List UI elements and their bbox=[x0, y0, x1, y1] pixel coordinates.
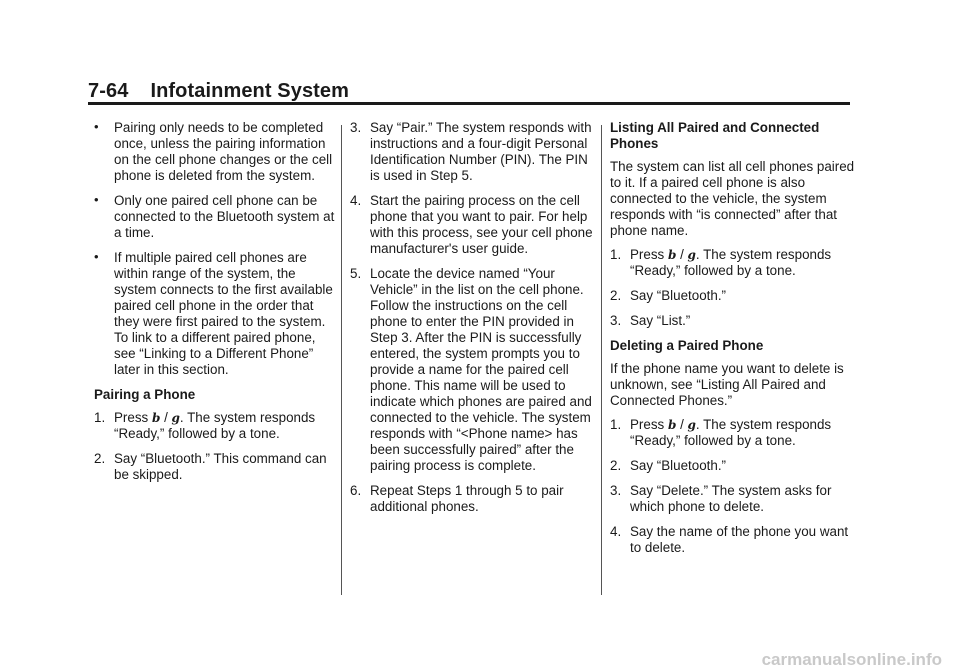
push-to-talk-icon: g bbox=[687, 418, 696, 432]
step-item: 1. Press b / g. The system responds “Ready,” followed by a tone. bbox=[94, 410, 316, 441]
page-header bbox=[88, 80, 349, 103]
step-item: 2. Say “Bluetooth.” bbox=[610, 288, 727, 303]
column-2 bbox=[350, 120, 596, 524]
step-item: 1. Press b / g. The system responds “Ready,” followed by a tone. bbox=[610, 417, 832, 448]
column-1 bbox=[94, 120, 340, 492]
bullet-item: • Pairing only needs to be completed once, unless the pairing information on the cell phone changes or the cell phone is deleted from the system. bbox=[94, 119, 333, 183]
bullet-icon: • bbox=[94, 119, 99, 134]
listing-paragraph: The system can list all cell phones paired to it. If a paired cell phone is also connected to the vehicle, the system responds with “is connected” after that phone name. bbox=[610, 159, 855, 238]
step-item: 2. Say “Bluetooth.” bbox=[610, 458, 727, 473]
bullet-icon: • bbox=[94, 249, 99, 264]
bullet-item: • Only one paired cell phone can be connected to the Bluetooth system at a time. bbox=[94, 192, 335, 240]
phone-icon: b bbox=[151, 411, 161, 425]
page-number: 7-64 bbox=[88, 80, 129, 102]
phone-icon: b bbox=[667, 418, 677, 432]
pairing-heading: Pairing a Phone bbox=[94, 387, 196, 402]
section-title: Infotainment System bbox=[150, 80, 350, 102]
listing-heading: Listing All Paired and Connected Phones bbox=[610, 120, 820, 151]
column-divider bbox=[601, 125, 602, 595]
column-divider bbox=[341, 125, 342, 595]
step-item: 5. Locate the device named “Your Vehicle” in the list on the cell phone. Follow the instructions on the cell phone to enter the PIN provided in Step 3. After the PIN is successfully entered, the system prompts you to provide a name for the paired cell phone. This name will be used to indicate which phones are paired and connected to the vehicle. The system responds with “<Phone name> has been successfully paired” after the pairing process is complete. bbox=[350, 266, 592, 473]
step-item: 6. Repeat Steps 1 through 5 to pair additional phones. bbox=[350, 483, 564, 514]
bullet-item: • If multiple paired cell phones are within range of the system, the system connects to the first available paired cell phone in the order that they were first paired to the system. To link to a different paired phone, see “Linking to a Different Phone” later in this section. bbox=[94, 249, 333, 377]
step-item: 3. Say “Pair.” The system responds with instructions and a four-digit Personal Identification Number (PIN). The PIN is used in Step 5. bbox=[350, 120, 592, 183]
phone-icon: b bbox=[667, 248, 677, 262]
header-rule bbox=[88, 102, 850, 105]
step-item: 3. Say “List.” bbox=[610, 313, 691, 328]
step-item: 4. Start the pairing process on the cell phone that you want to pair. For help with this process, see your cell phone manufacturer's user guide. bbox=[350, 193, 593, 256]
push-to-talk-icon: g bbox=[687, 248, 696, 262]
step-item: 3. Say “Delete.” The system asks for which phone to delete. bbox=[610, 483, 832, 514]
deleting-paragraph: If the phone name you want to delete is unknown, see “Listing All Paired and Connected Phones.” bbox=[610, 361, 844, 408]
step-item: 1. Press b / g. The system responds “Ready,” followed by a tone. bbox=[610, 247, 832, 278]
step-item: 2. Say “Bluetooth.” This command can be skipped. bbox=[94, 451, 327, 482]
watermark: carmanualsonline.info bbox=[761, 650, 942, 669]
push-to-talk-icon: g bbox=[171, 411, 180, 425]
bullet-icon: • bbox=[94, 192, 99, 207]
deleting-heading: Deleting a Paired Phone bbox=[610, 338, 764, 353]
step-item: 4. Say the name of the phone you want to delete. bbox=[610, 524, 849, 555]
column-3 bbox=[610, 120, 856, 565]
